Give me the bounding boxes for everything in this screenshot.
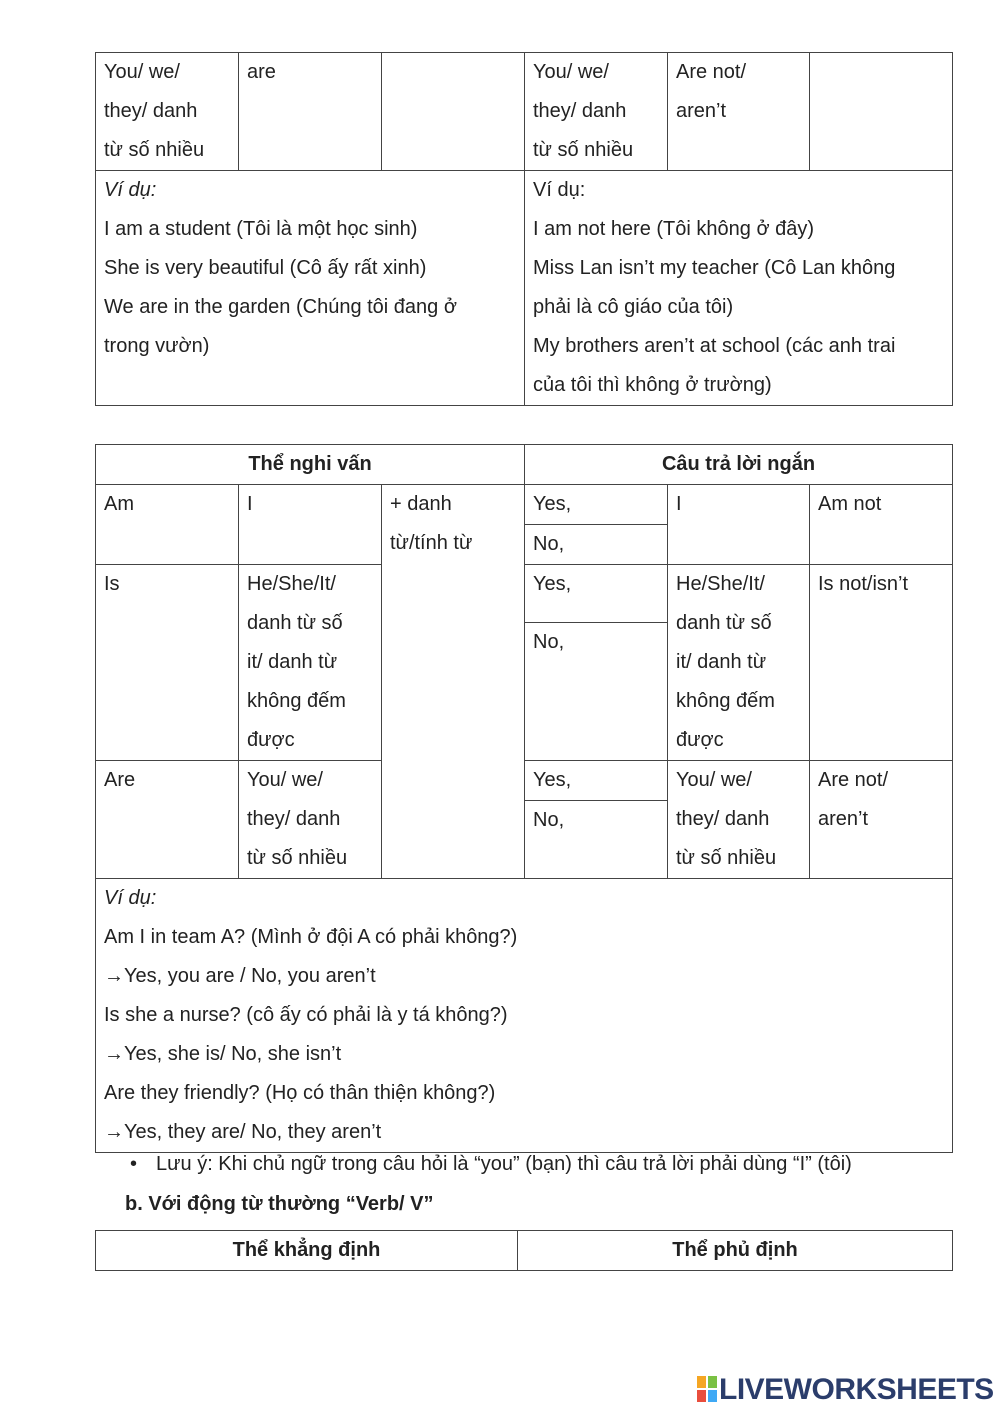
example-line: →Yes, she is/ No, she isn’t [104,1043,342,1065]
example-line: Am I in team A? (Mình ở đội A có phải không?) [104,926,518,948]
bullet-icon: • [130,1153,138,1175]
text-line: You/ we/ [247,769,323,791]
text-line: từ/tính từ [390,532,473,554]
subject-cell [525,53,668,171]
yes-no-cell [525,565,668,761]
be-affirmative-negative-table [95,52,953,406]
answer-verb-cell [810,485,953,565]
text-line: từ số nhiều [533,139,634,161]
verb-table-header [95,1230,953,1271]
example-line: của tôi thì không ở trường) [533,374,772,396]
answer-subject-cell [668,485,810,565]
text-line: danh từ số [676,612,772,634]
subject-cell [239,565,382,761]
text-line: are [247,61,276,83]
text-line: Are not/ [676,61,747,83]
verb-cell: Am [96,485,239,565]
answer-verb-cell [810,761,953,879]
example-line: I am a student (Tôi là một học sinh) [104,218,418,240]
text-line: I [247,493,253,515]
yes-label: Yes, [525,485,667,525]
header-negative: Thể phủ định [518,1231,953,1271]
text-line: Is not/isn’t [818,573,909,595]
text-line: aren’t [818,808,869,830]
yes-label: Yes, [525,761,667,801]
answer-verb-cell [810,565,953,761]
example-label: Ví dụ: [104,179,157,201]
example-line: →Yes, they are/ No, they aren’t [104,1121,382,1143]
text-line: không đếm [676,690,775,712]
example-line: phải là cô giáo của tôi) [533,296,734,318]
note [130,1147,852,1181]
text-line: they/ danh [247,808,341,830]
text-line: You/ we/ [104,61,180,83]
text-line: I [676,493,682,515]
text-line: từ số nhiều [104,139,205,161]
header-short-answer: Câu trả lời ngắn [525,445,953,485]
text-line: it/ danh từ [676,651,767,673]
answer-subject-cell [668,761,810,879]
example-line: Are they friendly? (Họ có thân thiện không?) [104,1082,496,1104]
examples-cell [96,879,953,1153]
example-label: Ví dụ: [104,887,157,909]
text-line: được [247,729,295,751]
text-line: He/She/It/ [247,573,336,595]
verb-cell: Are [96,761,239,879]
no-label: No, [533,533,565,555]
no-label: No, [533,809,565,831]
text-line: He/She/It/ [676,573,765,595]
text-line: aren’t [676,100,727,122]
answer-subject-cell [668,565,810,761]
logo-icon [697,1376,717,1402]
subject-cell [239,485,382,565]
logo-text: LIVEWORKSHEETS [719,1373,994,1406]
liveworksheets-logo [697,1373,994,1407]
yes-label: Yes, [525,565,667,623]
section-heading: b. Với động từ thường “Verb/ V” [125,1193,434,1215]
text-line: danh từ số [247,612,343,634]
example-label: Ví dụ: [533,179,586,201]
text-line: Am not [818,493,882,515]
text-line: từ số nhiều [247,847,348,869]
text-line: không đếm [247,690,346,712]
verb-cell [668,53,810,171]
note-text: Lưu ý: Khi chủ ngữ trong câu hỏi là “you” (bạn) thì câu trả lời phải dùng “I” (tôi) [156,1153,852,1175]
example-line: She is very beautiful (Cô ấy rất xinh) [104,257,427,279]
text-line: Are not/ [818,769,889,791]
text-line: + danh [390,493,452,515]
text-line: được [676,729,724,751]
text-line: từ số nhiều [676,847,777,869]
text-line: You/ we/ [533,61,609,83]
empty-cell [810,53,953,171]
subject-cell [239,761,382,879]
example-line: Is she a nurse? (cô ấy có phải là y tá không?) [104,1004,508,1026]
text-line: it/ danh từ [247,651,338,673]
verb-cell: Is [96,565,239,761]
example-right-cell [525,171,953,406]
example-left-cell [96,171,525,406]
header-interrogative: Thể nghi vấn [96,445,525,485]
example-line: trong vườn) [104,335,210,357]
example-line: We are in the garden (Chúng tôi đang ở [104,296,457,318]
example-line: →Yes, you are / No, you aren’t [104,965,376,987]
text-line: they/ danh [676,808,770,830]
no-label: No, [533,631,565,653]
text-line: they/ danh [104,100,198,122]
empty-cell [382,53,525,171]
text-line: You/ we/ [676,769,752,791]
text-line: they/ danh [533,100,627,122]
verb-cell [239,53,382,171]
example-line: My brothers aren’t at school (các anh trai [533,335,896,357]
yes-no-cell [525,485,668,565]
example-line: Miss Lan isn’t my teacher (Cô Lan không [533,257,896,279]
subject-cell [96,53,239,171]
header-affirmative: Thể khẳng định [96,1231,518,1271]
example-line: I am not here (Tôi không ở đây) [533,218,815,240]
be-interrogative-table [95,444,953,1153]
complement-cell [382,485,525,879]
yes-no-cell [525,761,668,879]
